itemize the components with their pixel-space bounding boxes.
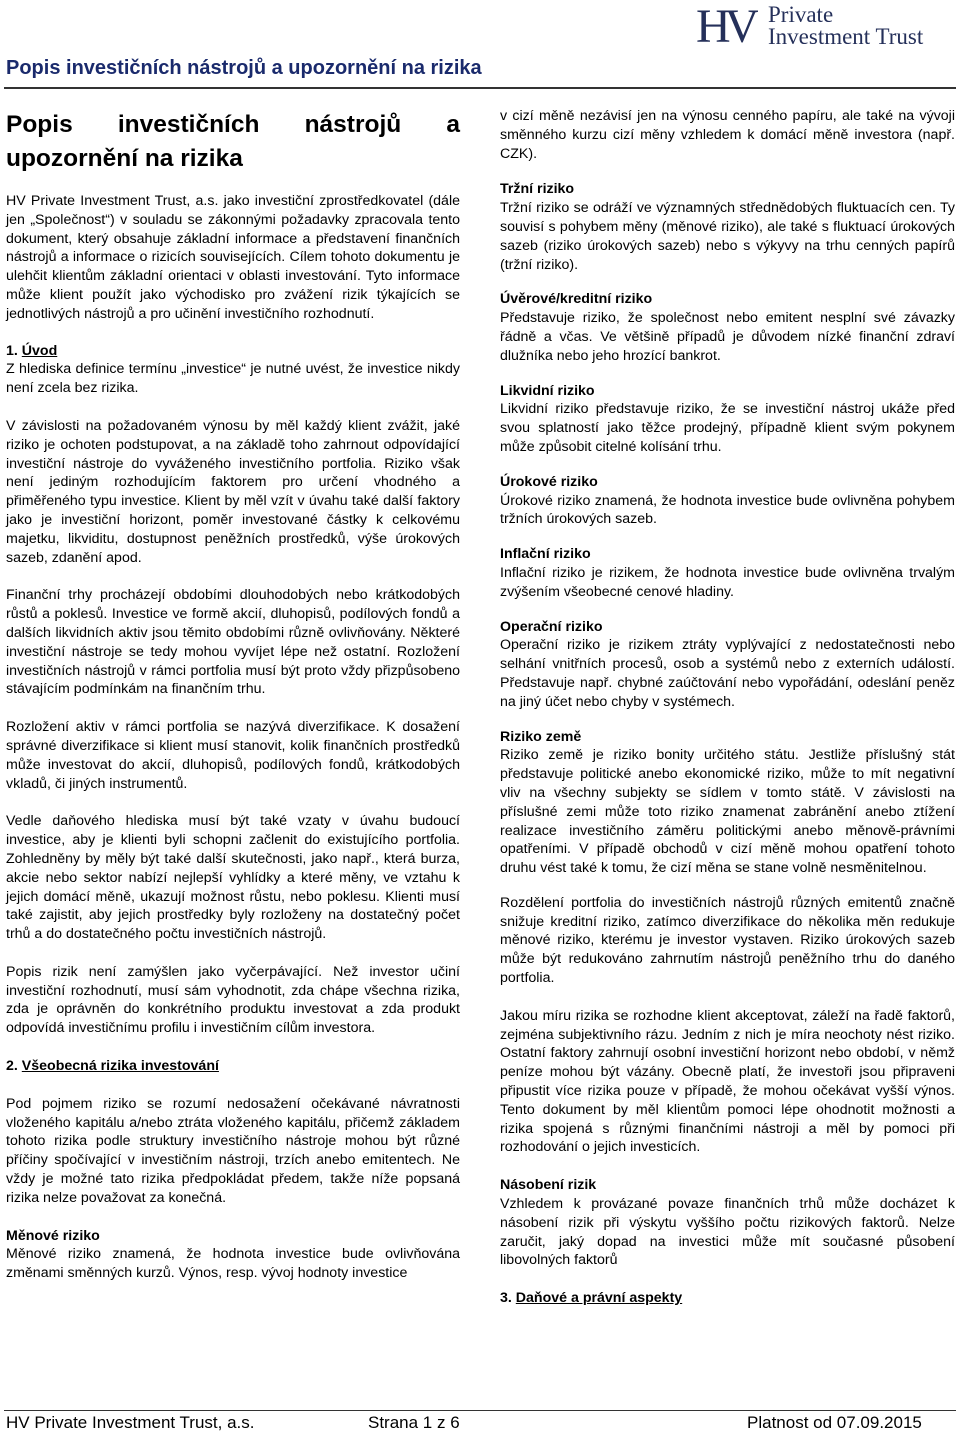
hv-monogram-icon	[696, 2, 758, 46]
risk-heading: Likvidní riziko	[500, 382, 595, 399]
risk-text: Vzhledem k provázané povaze finančních trhů může docházet k násobení rizik při výskytu vyššího počtu rizikových faktorů. Nelze zaručit, jaký dopad na investici může mít současné působení libovolných faktorů	[500, 1196, 955, 1269]
risk-heading: Riziko země	[500, 728, 582, 745]
paragraph: Vedle daňového hlediska musí být také vzaty v úvahu budoucí investice, aby je klienti byli schopni začlenit do existujícího portfolia. Zohledněny by měly být také další skutečnosti, jako např., která burza, akcie nebo sektor nabízí nejlepší vyhlídky a které měny, ve vztahu k jejich domácí měně, ukazují možnost růstu, nebo poklesu. Klienti musí také zajistit, aby jejich prostředky byly rozloženy na dostatečný počet trhů a do dostatečného počtu investičních nástrojů.	[6, 813, 460, 943]
risk-text: Představuje riziko, že společnost nebo emitent nesplní své závazky řádně a včas. Ve většině případů je důvodem nízké finanční zdraví dlužníka nebo jeho hrozící bankrot.	[500, 310, 955, 364]
risk-text: Operační riziko je rizikem ztráty vyplývající z nedostatečnosti nebo selhání vnitřních procesů, osob a systémů nebo z externích událostí. Představuje např. chybné zaúčtování nebo vypořádání, odeslání peněz na jiný účet nebo chyby v systémech.	[500, 637, 955, 710]
left-column	[6, 98, 460, 1296]
risk-text: Měnové riziko znamená, že hodnota investice bude ovlivňována změnami směnných kurzů. Výnos, resp. vývoj hodnoty investice	[6, 1246, 460, 1282]
section-title: Úvod	[21, 342, 58, 359]
section-number: 2.	[6, 1058, 18, 1075]
section-number: 1.	[6, 342, 18, 359]
risk-block	[500, 290, 955, 365]
risk-block	[500, 382, 955, 457]
section-title: Daňové a právní aspekty	[515, 1290, 683, 1307]
paragraph: Jakou míru rizika se rozhodne klient akceptovat, záleží na řadě faktorů, zejména subjektivního rázu. Jedním z nich je míra neochoty nést riziko. Ostatní faktory zahrnují osobní investiční horizont nebo období, v němž peníze mohou být vázány. Obecně platí, že investoři jsou připraveni připustit více rizika pouze v případě, že mohou očekávat vyšší výnos. Tento dokument by měl klientům pomoci lépe ohodnotit možnosti a rizika spojená s různými finančními nástroji a měl by pomoci při rozhodování o jejich investicích.	[500, 1007, 955, 1156]
risk-block	[500, 180, 955, 274]
paragraph: Rozložení aktiv v rámci portfolia se nazývá diverzifikace. K dosažení správné diverzifikace si klient musí stanovit, kolik finančních prostředků může investovat do akcií, dluhopisů, podílových fondů, krátkodobých vkladů, či jiných instrumentů.	[6, 719, 460, 792]
risk-block	[500, 473, 955, 529]
risk-block	[500, 1176, 955, 1270]
logo-line-private: Private	[768, 2, 834, 27]
footer-divider	[4, 1410, 956, 1411]
risk-text-continued: v cizí měně nezávisí jen na výnosu cenného papíru, ale také na vývoji směnného kurzu cizí měny vzhledem k domácí měně investora (např. CZK).	[500, 108, 955, 162]
risk-heading: Násobení rizik	[500, 1177, 597, 1194]
risk-text: Likvidní riziko představuje riziko, že se investiční nástroj ukáže před svou splatností jako těžce prodejný, případně klient svým pokynem může způsobit citelné kolísání trhu.	[500, 401, 955, 455]
right-column	[500, 107, 955, 1308]
paragraph: V závislosti na požadovaném výnosu by měl každý klient zvážit, jaké riziko je ochoten podstupovat, a na základě toho zahrnout odpovídající investiční nástroje do vyváženého investičního portfolia. Riziko však není jediným rozhodujícím faktorem pro určení vhodného a přiměřeného typu investice. Klient by měl vzít v úvahu také další faktory jako je investiční horizont, poměr investované částky k celkovému majetku, likviditu, dostupnost peněžních prostředků, výše úrokových sazeb, zdanění apod.	[6, 417, 460, 566]
risk-text: Úrokové riziko znamená, že hodnota investice bude ovlivněna pohybem tržních úrokových sazeb.	[500, 492, 955, 528]
risk-heading: Inflační riziko	[500, 546, 591, 563]
logo-line-investment-trust: Investment Trust	[768, 24, 924, 49]
title-line-2: upozornění na rizika	[6, 145, 243, 172]
paragraph: Popis rizik není zamýšlen jako vyčerpávající. Než investor učiní investiční rozhodnutí, musí sám vyhodnotit, zda chápe všechna rizika, zda je oprávněn do konkrétního produktu investovat a zda produkt odpovídá investičnímu profilu i investičním cílům investora.	[6, 963, 460, 1037]
title-word: nástrojů	[304, 111, 402, 138]
footer-page-number: Strana 1 z 6	[368, 1413, 460, 1432]
title-word: Popis	[6, 111, 73, 138]
risk-heading: Tržní riziko	[500, 181, 575, 198]
risk-heading: Operační riziko	[500, 618, 603, 635]
paragraph: Z hlediska definice termínu „investice“ je nutné uvést, že investice nikdy není zcela bez rizika.	[6, 361, 460, 397]
paragraph: Finanční trhy procházejí obdobími dlouhodobých nebo krátkodobých růstů a poklesů. Investice ve formě akcií, dluhopisů, podílových fondů a dalších likvidních aktiv jsou těmito obdobími různě ovlivňovány. Některé investiční nástroje se tedy mohou vyvíjet lépe než ostatní. Rozložení investičních nástrojů v rámci portfolia musí být proto vždy přizpůsobeno stávajícím podmínkám na finančním trhu.	[6, 587, 460, 698]
risk-heading: Měnové riziko	[6, 1227, 100, 1244]
risk-block	[500, 545, 955, 601]
company-logo	[696, 2, 951, 48]
intro-paragraph: HV Private Investment Trust, a.s. jako investiční zprostředkovatel (dále jen „Společnost“) v souladu se zákonnými požadavky zpracovala tento dokument, který obsahuje základní informace a představení finančních nástrojů a informace o rizicích souvisejících. Cílem tohoto dokumentu je ulehčit klientům základní orientaci v oblasti investování. Tyto informace může klient použít jako východisko pro zvážení rizik týkajících se jednotlivých nástrojů a pro učinění investičního rozhodnutí.	[6, 193, 460, 322]
monogram-text: HV	[696, 2, 754, 46]
running-header-title: Popis investičních nástrojů a upozornění na rizika	[6, 57, 482, 79]
section-3-heading	[500, 1289, 955, 1308]
section-1-heading	[6, 342, 460, 361]
section-2-heading	[6, 1057, 460, 1076]
footer-valid-from: Platnost od 07.09.2015	[747, 1413, 922, 1432]
section-number: 3.	[500, 1290, 512, 1307]
risk-heading: Úvěrové/kreditní riziko	[500, 291, 653, 308]
risk-text: Tržní riziko se odráží ve významných střednědobých fluktuacích cen. Ty souvisí s pohybem měny (měnové riziko), ale také s fluktuací úrokových sazeb (riziko úrokových sazeb) nebo s výkyvy na trhu cenných papírů (tržní riziko).	[500, 200, 955, 273]
header-divider	[4, 87, 956, 89]
section-title: Všeobecná rizika investování	[21, 1058, 219, 1075]
document-title	[6, 108, 460, 176]
risk-block	[500, 618, 955, 712]
paragraph: Pod pojmem riziko se rozumí nedosažení očekávané návratnosti vloženého kapitálu a/nebo ztráta vloženého kapitálu, přičemž základem tohoto rizika podle struktury investičního nástroje mohou být různé příčiny spočívající v investičním nástroji, trzích anebo emitentech. Ne vždy je možné tato rizika předpokládat předem, takže níže popsaná rizika nelze považovat za konečná.	[6, 1095, 460, 1206]
footer-company: HV Private Investment Trust, a.s.	[6, 1413, 255, 1432]
risk-block	[500, 728, 955, 878]
risk-heading: Úrokové riziko	[500, 473, 598, 490]
paragraph: Rozdělení portfolia do investičních nástrojů různých emitentů značně snižuje kreditní riziko, zatímco diverzifikace do několika měn redukuje měnové riziko, kterému je investor vystaven. Riziko úrokových sazeb může být redukováno zahrnutím nástrojů peněžního trhu do daného portfolia.	[500, 894, 955, 987]
title-word: investičních	[117, 111, 260, 138]
risk-text: Inflační riziko je rizikem, že hodnota investice bude ovlivněna trvalým zvýšením všeobecné cenové hladiny.	[500, 564, 955, 600]
risk-text: Riziko země je riziko bonity určitého státu. Jestliže příslušný stát představuje politické anebo ekonomické riziko, může to mít negativní vliv na všechny subjekty se sídlem v tomto státě. V závislosti na příslušné zemi může toto riziko znamenat zabránění anebo ztížení realizace investičního záměru politickými anebo měnově-právními opatřeními. V případě obchodů v cizí měně mohou opatření tohoto druhu vést také k tomu, že cizí měna se stane volně nesměnitelnou.	[500, 747, 955, 877]
title-word: a	[446, 111, 460, 138]
